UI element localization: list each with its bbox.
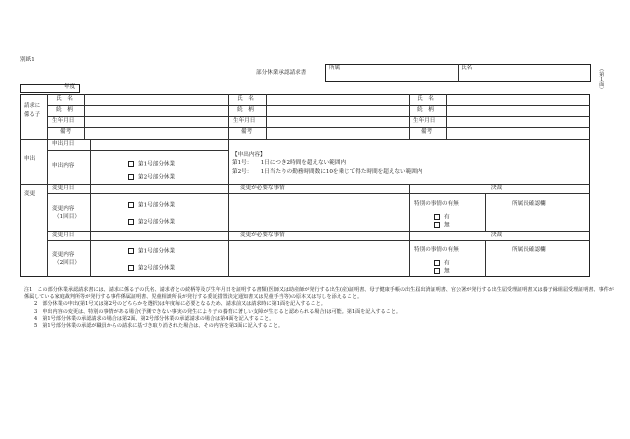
child2-relation-label: 続 柄 <box>237 107 254 113</box>
notes <box>24 287 614 330</box>
child1-birth-label: 生年月日 <box>52 118 75 124</box>
change1-approval-label: 所属長確認欄 <box>512 201 546 207</box>
change1-special-label: 特別の事情の有無 <box>414 201 459 207</box>
change2-approval-label: 所属長確認欄 <box>512 247 546 253</box>
application-date-field[interactable] <box>92 141 226 149</box>
child3-note-field[interactable] <box>448 129 588 138</box>
note-item: 5 第1号部分休業の承認が職員からの請求に基づき取り消された場合は、その内容を第3面に記入すること。 <box>34 323 284 330</box>
child1-birth-field[interactable] <box>86 118 226 126</box>
child1-name-label: 氏 名 <box>56 96 73 102</box>
change2-special-label: 特別の事情の有無 <box>414 247 459 253</box>
checkbox-icon[interactable] <box>434 222 440 228</box>
year-field[interactable] <box>22 85 58 92</box>
application-content-label: 申出内容 <box>52 163 75 169</box>
child2-birth-label: 生年月日 <box>233 118 256 124</box>
checkbox-icon[interactable] <box>434 260 440 266</box>
checkbox-icon[interactable] <box>128 202 134 208</box>
checkbox-icon[interactable] <box>434 268 440 274</box>
change1-no[interactable]: 無 <box>434 222 450 229</box>
change2-option1[interactable]: 第1号部分休業 <box>128 248 175 255</box>
checkbox-icon[interactable] <box>128 248 134 254</box>
child3-relation-field[interactable] <box>448 107 588 115</box>
checkbox-icon[interactable] <box>128 265 134 271</box>
child1-name-field[interactable] <box>86 96 226 104</box>
change2-reason-header: 変更が必要な事情 <box>240 232 285 238</box>
change1-decision-header: 決裁 <box>491 185 503 191</box>
change1-reason-field[interactable] <box>230 195 407 229</box>
child1-relation-label: 続 柄 <box>56 107 73 113</box>
change2-content-label: 変更内容 <box>52 252 75 258</box>
note-item: 2 部分休業の申出(第1号又は第2号のどちらかを選択)は年度毎に必要となるため、請求前又は請求時に第1面を記入すること。 <box>34 301 326 308</box>
change1-content-sub: （1回目） <box>54 214 80 220</box>
child2-note-label: 備考 <box>241 129 253 135</box>
application-option1[interactable]: 第1号部分休業 <box>128 161 175 168</box>
child2-note-field[interactable] <box>268 129 407 138</box>
checkbox-icon[interactable] <box>434 214 440 220</box>
child2-relation-field[interactable] <box>268 107 407 115</box>
change2-yes[interactable]: 有 <box>434 260 450 267</box>
change2-no[interactable]: 無 <box>434 268 450 275</box>
application-info-title: 【申出内容】 <box>232 152 266 158</box>
application-info-line2: 第2号： 1日当たりの勤務時間数に10を乗じて得た時間を超えない範囲内 <box>232 169 423 175</box>
note-item: 注1 この部分休業承認請求書には、請求に係る子の氏名、請求者との続柄等及び生年月日を証明する書類(医師又は助産師が発行する出生(産)証明書、母子健康手帳の出生届出済証明書、官公署が発行する出生届受理証明書又は養子縁組届受理証明書、事件が係属している家庭裁判所等が発行する事件係属証明書、児童相談所長が発行する委託措置決定通知書又は児童手当等)の原本又は写しを添えること。 <box>24 287 614 301</box>
change1-approval-field[interactable] <box>487 210 588 230</box>
change1-content-label: 変更内容 <box>52 206 75 212</box>
dept-field[interactable] <box>350 66 454 78</box>
child2-name-field[interactable] <box>268 96 407 104</box>
name-label: 氏名 <box>461 65 473 71</box>
child2-name-label: 氏 名 <box>237 96 254 102</box>
requester-section-label: 請求に係る子 <box>24 103 41 118</box>
change2-decision-header: 決裁 <box>491 232 503 238</box>
change1-date-label: 変更月日 <box>52 185 75 191</box>
change1-reason-header: 変更が必要な事情 <box>240 185 285 191</box>
application-section-label: 申出 <box>24 156 36 162</box>
child3-note-label: 備考 <box>421 129 433 135</box>
change2-approval-field[interactable] <box>487 256 588 276</box>
name-field[interactable] <box>480 66 588 78</box>
dept-label: 所属 <box>329 65 341 71</box>
checkbox-icon[interactable] <box>128 161 134 167</box>
application-option2[interactable]: 第2号部分休業 <box>128 174 175 181</box>
child3-birth-field[interactable] <box>448 118 588 126</box>
change2-reason-field[interactable] <box>230 242 407 275</box>
child3-name-field[interactable] <box>448 96 588 104</box>
change2-date-label: 変更月日 <box>52 232 75 238</box>
checkbox-icon[interactable] <box>128 219 134 225</box>
form-label: 別紙1 <box>20 57 35 63</box>
application-date-label: 申出月日 <box>52 141 75 147</box>
note-item: 3 申出内容の変更は、特別の事情がある場合(予測できない事実の発生により子の養育に著しい支障が生じると認められる場合)は可能。第1面を記入すること。 <box>34 308 402 315</box>
child2-birth-field[interactable] <box>268 118 407 126</box>
note-item: 4 第1号部分休業の承認請求の場合は第2面、第2号部分休業の承認請求の場合は第4面を記入すること。 <box>34 315 275 322</box>
change2-date-field[interactable] <box>92 233 226 239</box>
child1-note-label: 備考 <box>60 129 72 135</box>
change1-option1[interactable]: 第1号部分休業 <box>128 202 175 209</box>
application-info-line1: 第1号： 1日につき2時間を超えない範囲内 <box>232 160 347 166</box>
form-title: 部分休業承認請求書 <box>256 70 307 76</box>
child3-relation-label: 続 柄 <box>417 107 434 113</box>
child1-relation-field[interactable] <box>86 107 226 115</box>
change-section-label: 変更 <box>24 191 36 197</box>
page-label: （第１面） <box>598 66 605 92</box>
child3-name-label: 氏 名 <box>417 96 434 102</box>
change1-yes[interactable]: 有 <box>434 214 450 221</box>
change2-content-sub: （2回目） <box>54 260 80 266</box>
child1-note-field[interactable] <box>86 129 226 138</box>
change1-date-field[interactable] <box>92 186 226 192</box>
change2-option2[interactable]: 第2号部分休業 <box>128 265 175 272</box>
year-label: 年度 <box>64 84 76 90</box>
child3-birth-label: 生年月日 <box>413 118 436 124</box>
checkbox-icon[interactable] <box>128 174 134 180</box>
change1-option2[interactable]: 第2号部分休業 <box>128 219 175 226</box>
